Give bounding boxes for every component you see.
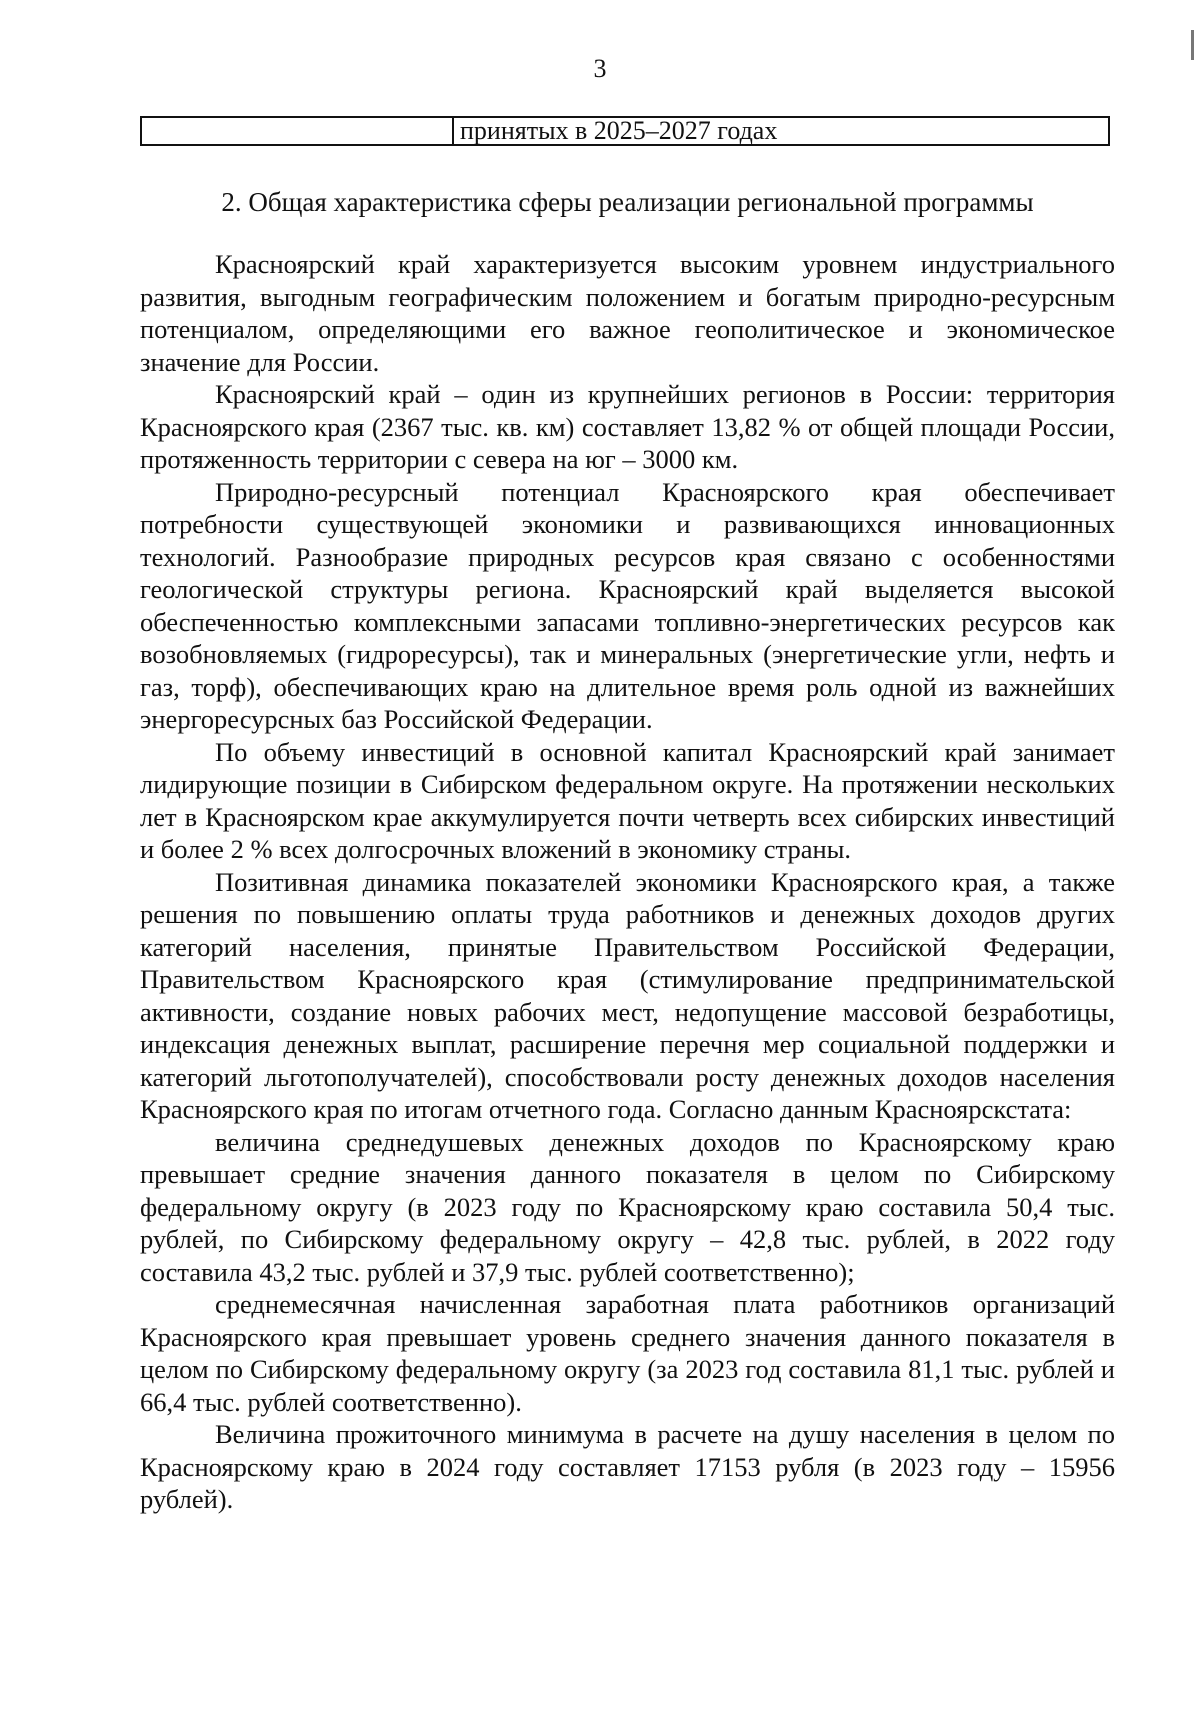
paragraph-territory: Красноярский край – один из крупнейших регионов в России: территория Красноярского края (2367 тыс. кв. км) составляет 13,82 % от общей площади России, протяженность территории с севера на юг – 3000 км. bbox=[140, 379, 1115, 474]
paragraph-investments: По объему инвестиций в основной капитал Красноярский край занимает лидирующие позиции в Сибирском федеральном округе. На протяжении нескольких лет в Красноярском крае аккумулируется почти четверть всех сибирских инвестиций и более 2 % всех долгосрочных вложений в экономику страны. bbox=[140, 736, 1115, 864]
table-cell-left bbox=[142, 118, 454, 144]
section-heading: 2. Общая характеристика сферы реализации региональной программы bbox=[221, 187, 1034, 217]
paragraph-subsistence-minimum: Величина прожиточного минимума в расчете на душу населения в целом по Красноярскому краю в 2024 году составляет 17153 рубля (в 2023 году – 15956 рублей). bbox=[140, 1419, 1115, 1514]
page-number: 3 bbox=[593, 54, 607, 83]
paragraph-natural-resources: Природно-ресурсный потенциал Красноярского края обеспечивает потребности существующей экономики и развивающихся инновационных технологий. Разнообразие природных ресурсов края связано с особенностями геологической структуры региона. Красноярский край выделяется высокой обеспеченностью комплексными запасами топливно-энергетических ресурсов как возобновляемых (гидроресурсы), так и минеральных (энергетические угли, нефть и газ, торф), обеспечивающих краю на длительное время роль одной из важнейших энергоресурсных баз Российской Федерации. bbox=[140, 476, 1115, 734]
paragraph-average-salary: среднемесячная начисленная заработная плата работников организаций Красноярского края превышает уровень среднего значения данного показателя в целом по Сибирскому федеральному округу (за 2023 год составила 81,1 тыс. рублей и 66,4 тыс. рублей соответственно). bbox=[140, 1289, 1115, 1417]
table-row-fragment bbox=[140, 116, 1110, 146]
paragraph-positive-dynamics: Позитивная динамика показателей экономики Красноярского края, а также решения по повышению оплаты труда работников и денежных доходов других категорий населения, принятые Правительством Российской Федерации, Правительством Красноярского края (стимулирование предпринимательской активности, создание новых рабочих мест, недопущение массовой безработицы, индексация денежных выплат, расширение перечня мер социальной поддержки и категорий льготополучателей), способствовали росту денежных доходов населения Красноярского края по итогам отчетного года. Согласно данным Красноярскстата: bbox=[140, 866, 1115, 1124]
paragraph-overview: Красноярский край характеризуется высоким уровнем индустриального развития, выгодным географическим положением и богатым природно-ресурсным потенциалом, определяющими его важное геополитическое и экономическое значение для России. bbox=[140, 249, 1115, 377]
document-body bbox=[140, 248, 1115, 1516]
paragraph-income-per-capita: величина среднедушевых денежных доходов по Красноярскому краю превышает средние значения данного показателя в целом по Сибирскому федеральному округу (в 2023 году по Красноярскому краю составила 50,4 тыс. рублей, по Сибирскому федеральному округу – 42,8 тыс. рублей, в 2022 году составила 43,2 тыс. рублей и 37,9 тыс. рублей соответственно); bbox=[140, 1126, 1115, 1287]
table-cell-right: принятых в 2025–2027 годах bbox=[460, 116, 778, 145]
